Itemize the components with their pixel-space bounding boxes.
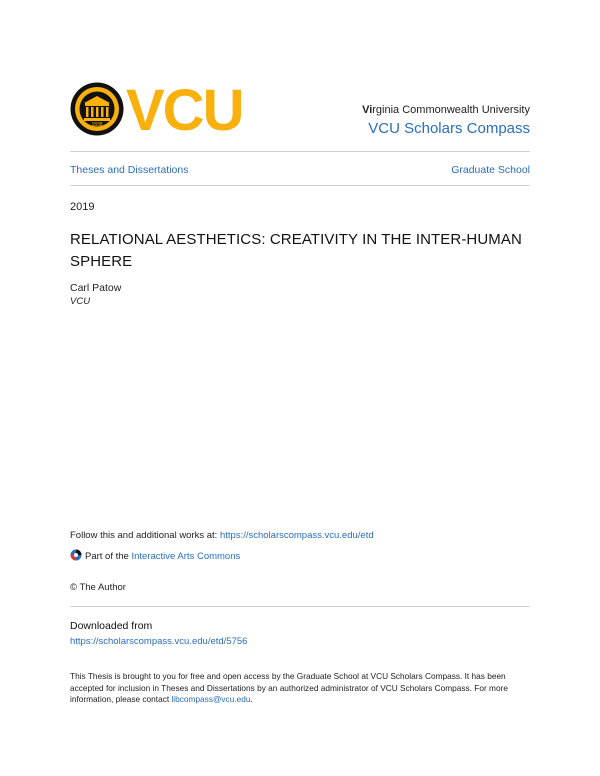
divider xyxy=(70,606,530,607)
publication-year: 2019 xyxy=(70,201,95,213)
part-of-line: Part of the Interactive Arts Commons xyxy=(70,549,240,562)
seal-year: 1838 xyxy=(91,122,103,128)
author-affiliation: VCU xyxy=(70,296,91,307)
repository-name[interactable]: VCU Scholars Compass xyxy=(368,120,530,137)
collection-link[interactable]: Theses and Dissertations xyxy=(70,164,189,176)
divider xyxy=(70,185,530,186)
paper-title: RELATIONAL AESTHETICS: CREATIVITY IN THE INTER-HUMAN SPHERE xyxy=(70,231,522,270)
university-name: Virginia Commonwealth University xyxy=(362,104,530,116)
contact-email-link[interactable]: libcompass@vcu.edu xyxy=(171,694,251,704)
header xyxy=(70,80,530,140)
copyright-notice: © The Author xyxy=(70,582,126,593)
school-link[interactable]: Graduate School xyxy=(451,164,530,176)
divider xyxy=(70,151,530,152)
download-link[interactable]: https://scholarscompass.vcu.edu/etd/5756 xyxy=(70,636,248,647)
vcu-wordmark xyxy=(126,80,326,136)
follow-link[interactable]: https://scholarscompass.vcu.edu/etd xyxy=(219,530,374,541)
follow-line: Follow this and additional works at: https://scholarscompass.vcu.edu/etd xyxy=(70,530,374,541)
access-notice: This Thesis is brought to you for free and open access by the Graduate School at VCU Scholars Compass. It has been accepted for inclusion in Theses and Dissertations by an authorized administrator of VCU Scholars Compass. For more information, please contact libcompass@vcu.edu. xyxy=(70,671,508,704)
downloaded-heading: Downloaded from xyxy=(70,620,153,632)
vcu-seal-icon xyxy=(70,82,124,136)
commons-link[interactable]: Interactive Arts Commons xyxy=(131,551,241,562)
network-icon xyxy=(70,549,82,561)
wordmark-text: VCU xyxy=(126,80,243,136)
author-name: Carl Patow xyxy=(70,282,122,294)
